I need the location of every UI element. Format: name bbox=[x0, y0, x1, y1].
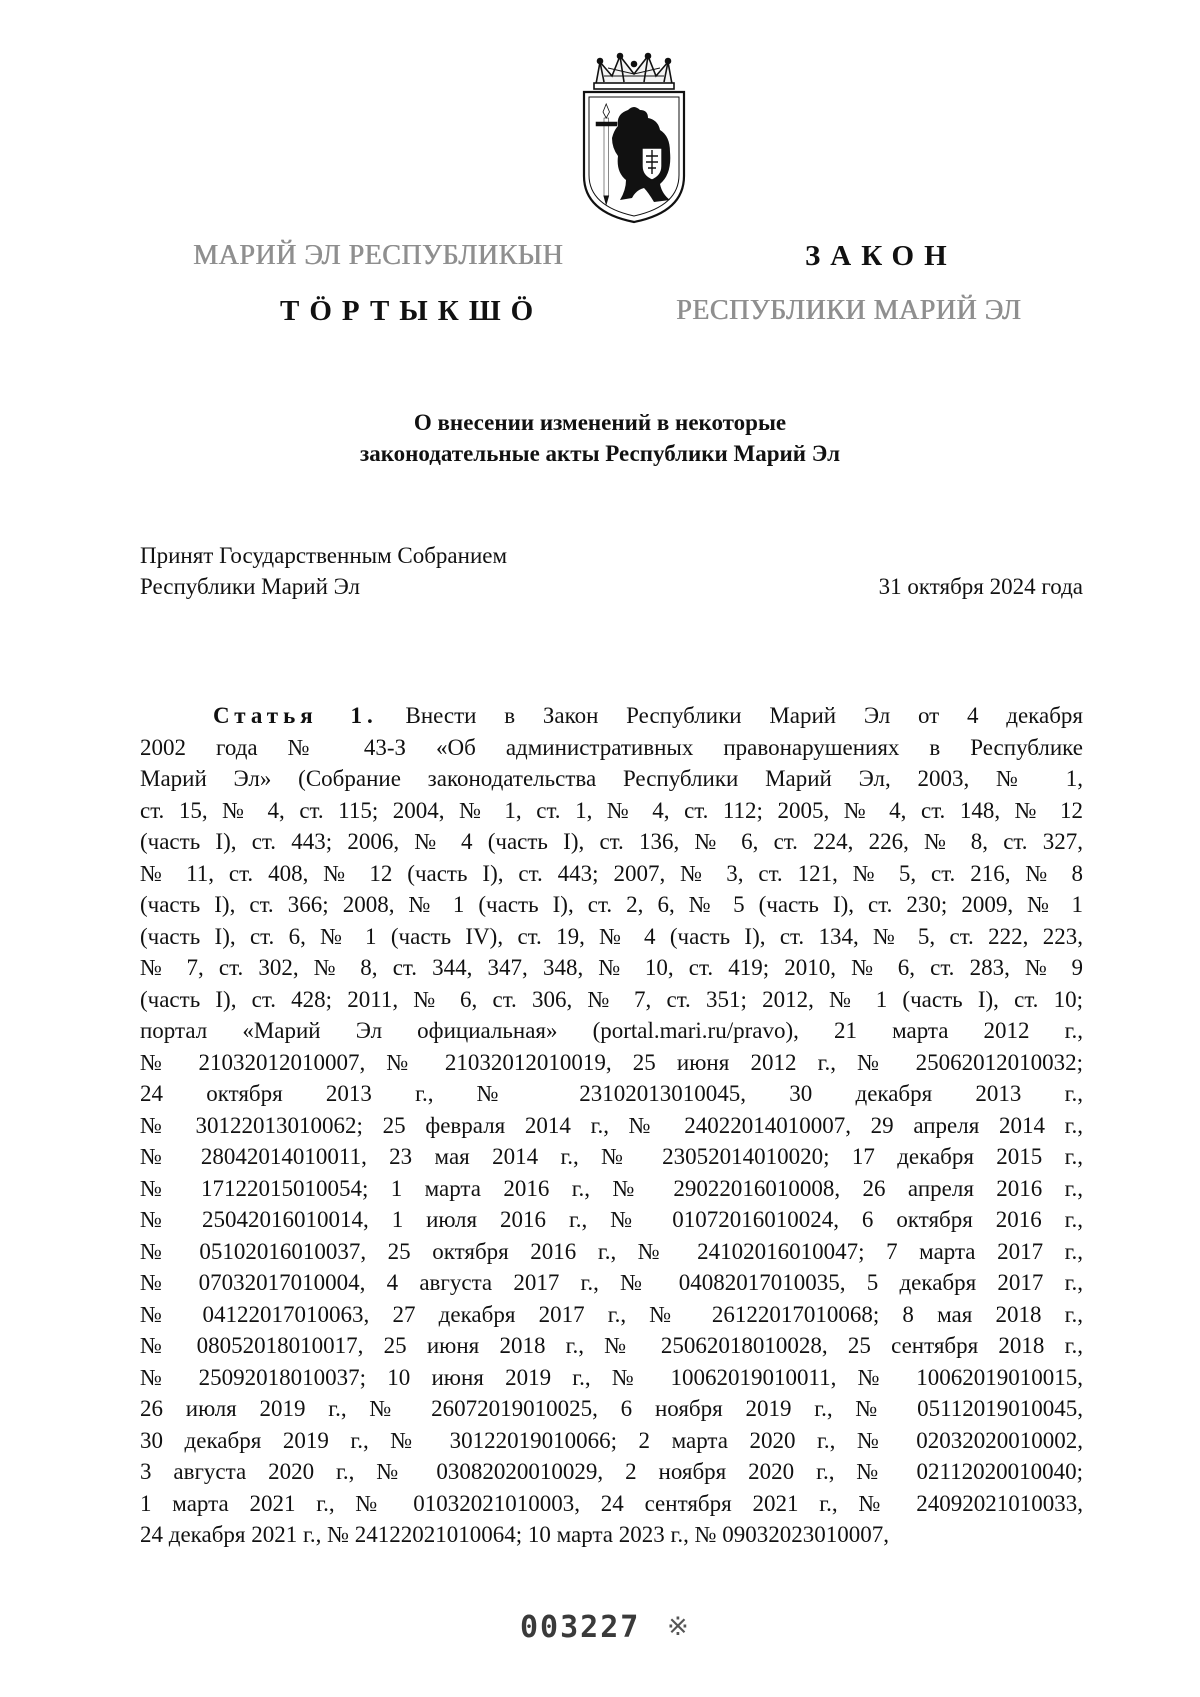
article-line: (часть I), ст. 366; 2008, № 1 (часть I), ст. 2, 6, № 5 (часть I), ст. 230; 2009, № 1 bbox=[140, 892, 1083, 917]
article-line: № 25042016010014, 1 июля 2016 г., № 01072016010024, 6 октября 2016 г., bbox=[140, 1207, 1083, 1232]
article-line: № 04122017010063, 27 декабря 2017 г., № 26122017010068; 8 мая 2018 г., bbox=[140, 1301, 1083, 1327]
article-line: № 05102016010037, 25 октября 2016 г., № 24102016010047; 7 марта 2017 г., bbox=[140, 1238, 1083, 1264]
article-line: 30 декабря 2019 г., № 30122019010066; 2 марта 2020 г., № 02032020010002, bbox=[140, 1427, 1083, 1453]
article-line: № 7, ст. 302, № 8, ст. 344, 347, 348, № 10, ст. 419; 2010, № 6, ст. 283, № 9 bbox=[140, 955, 1083, 980]
article-line: 26 июля 2019 г., № 26072019010025, 6 ноября 2019 г., № 05112019010045, bbox=[140, 1396, 1083, 1421]
coat-of-arms-bear-icon bbox=[578, 52, 690, 224]
article-line: № 07032017010004, 4 августа 2017 г., № 04082017010035, 5 декабря 2017 г., bbox=[140, 1270, 1083, 1295]
header-left-top: МАРИЙ ЭЛ РЕСПУБЛИКЫН bbox=[193, 240, 564, 271]
adoption-date: 31 октября 2024 года bbox=[878, 574, 1083, 599]
law-title-line-2: законодательные акты Республики Марий Эл bbox=[359, 441, 840, 466]
article-line: № 21032012010007, № 21032012010019, 25 июня 2012 г., № 25062012010032; bbox=[140, 1049, 1083, 1075]
article-line: 24 октября 2013 г., № 23102013010045, 30 декабря 2013 г., bbox=[140, 1081, 1083, 1106]
article-line: 2002 года № 43-З «Об административных правонарушениях в Республике bbox=[140, 734, 1083, 760]
article-line: (часть I), ст. 6, № 1 (часть IV), ст. 19, № 4 (часть I), ст. 134, № 5, ст. 222, 223, bbox=[140, 923, 1083, 949]
article-line: № 17122015010054; 1 марта 2016 г., № 29022016010008, 26 апреля 2016 г., bbox=[140, 1175, 1083, 1201]
article-line: Марий Эл» (Собрание законодательства Республики Марий Эл, 2003, № 1, bbox=[140, 766, 1083, 791]
article-1-body bbox=[140, 700, 1083, 1551]
footer-mark-icon: ※ bbox=[667, 1612, 689, 1641]
document-serial-number: 003227 bbox=[520, 1610, 641, 1645]
article-line: 1 марта 2021 г., № 01032021010003, 24 сентября 2021 г., № 24092021010033, bbox=[140, 1490, 1083, 1516]
article-line: № 30122013010062; 25 февраля 2014 г., № 24022014010007, 29 апреля 2014 г., bbox=[140, 1112, 1083, 1138]
header-right-bottom: РЕСПУБЛИКИ МАРИЙ ЭЛ bbox=[676, 295, 1022, 326]
header-right-top: ЗАКОН bbox=[805, 240, 957, 272]
article-line: 24 декабря 2021 г., № 24122021010064; 10 марта 2023 г., № 09032023010007, bbox=[140, 1522, 890, 1547]
header-left-bottom: ТӦРТЫКШӦ bbox=[280, 295, 544, 327]
article-line: (часть I), ст. 443; 2006, № 4 (часть I), ст. 136, № 6, ст. 224, 226, № 8, ст. 327, bbox=[140, 829, 1083, 854]
article-line: ст. 15, № 4, ст. 115; 2004, № 1, ст. 1, № 4, ст. 112; 2005, № 4, ст. 148, № 12 bbox=[140, 797, 1083, 823]
article-line: № 25092018010037; 10 июня 2019 г., № 10062019010011, № 10062019010015, bbox=[140, 1364, 1083, 1390]
article-line: 3 августа 2020 г., № 03082020010029, 2 ноября 2020 г., № 02112020010040; bbox=[140, 1459, 1083, 1484]
article-line: № 08052018010017, 25 июня 2018 г., № 25062018010028, 25 сентября 2018 г., bbox=[140, 1333, 1083, 1358]
adopted-by-line-2: Республики Марий Эл bbox=[140, 574, 361, 599]
article-label: Статья 1. bbox=[213, 703, 378, 728]
adopted-by-line-1: Принят Государственным Собранием bbox=[140, 543, 508, 568]
article-line: Статья 1. Внести в Закон Республики Марий Эл от 4 декабря bbox=[213, 703, 1083, 728]
article-line: № 11, ст. 408, № 12 (часть I), ст. 443; 2007, № 3, ст. 121, № 5, ст. 216, № 8 bbox=[140, 860, 1083, 886]
article-line: (часть I), ст. 428; 2011, № 6, ст. 306, № 7, ст. 351; 2012, № 1 (часть I), ст. 10; bbox=[140, 986, 1083, 1012]
article-line: портал «Марий Эл официальная» (portal.mari.ru/pravo), 21 марта 2012 г., bbox=[140, 1018, 1083, 1043]
article-line: № 28042014010011, 23 мая 2014 г., № 23052014010020; 17 декабря 2015 г., bbox=[140, 1144, 1083, 1169]
law-title-line-1: О внесении изменений в некоторые bbox=[413, 410, 787, 435]
